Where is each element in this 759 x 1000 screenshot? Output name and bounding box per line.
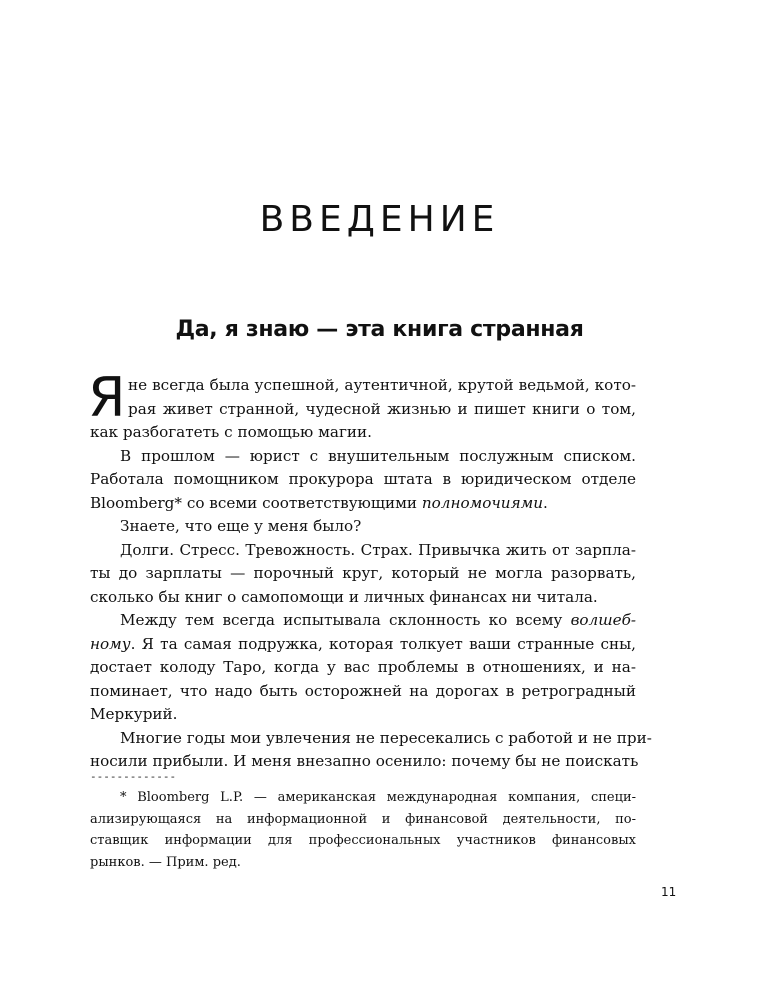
text-line: как разбогатеть с помощью магии.: [90, 423, 373, 441]
footnote-line: ализирующаяся на информационной и финансовой деятельности, по-: [90, 811, 636, 827]
footnote-line: ставщик информации для профессиональных участников финансовых: [90, 833, 636, 848]
text-line: сколько бы книг о самопомощи и личных финансах ни читала.: [90, 587, 598, 606]
text-line: ты до зарплаты — порочный круг, который не могла разорвать,: [90, 564, 636, 582]
text-line: Знаете, что еще у меня было?: [120, 517, 362, 535]
footnote: [90, 787, 636, 873]
text-line: Многие годы мои увлечения не пересекались с работой и не при-: [120, 728, 652, 747]
drop-cap: Я: [88, 366, 126, 429]
text-line: рая живет странной, чудесной жизнью и пишет книги о том,: [128, 399, 636, 418]
text-run: Bloomberg* со всеми соответствующими: [90, 493, 422, 512]
italic-text: полномочиями: [421, 493, 544, 512]
page-number: 11: [661, 885, 677, 899]
text-line: Меркурий.: [90, 705, 178, 723]
footnote-separator: -------------: [90, 770, 177, 783]
chapter-title: ВВЕДЕНИЕ: [259, 199, 500, 240]
text-line: [90, 633, 636, 657]
text-run: .: [543, 493, 548, 512]
paragraph-2: [90, 445, 636, 516]
footnote-line: * Bloomberg L.P. — американская международная компания, специ-: [120, 790, 636, 805]
text-line: поминает, что надо быть осторожней на дорогах в ретроградный: [90, 681, 636, 700]
text-line: носили прибыли. И меня внезапно осенило: почему бы не поискать: [90, 752, 639, 770]
text-line: Долги. Стресс. Тревожность. Страх. Привычка жить от зарпла-: [120, 540, 636, 559]
text-line: [90, 609, 636, 633]
italic-text: ному: [90, 634, 131, 653]
text-run: Между тем всегда испытывала склонность ко всему: [120, 611, 571, 629]
paragraph-1: [88, 366, 636, 445]
text-line: достает колоду Таро, когда у вас проблемы в отношениях, и на-: [90, 658, 636, 676]
text-line: В прошлом — юрист с внушительным послужным списком.: [120, 446, 636, 465]
text-line: Работала помощником прокурора штата в юридическом отделе: [90, 470, 636, 488]
footnote-line: рынков. — Прим. ред.: [90, 854, 241, 870]
section-title: Да, я знаю — эта книга странная: [175, 317, 584, 342]
text-run: . Я та самая подружка, которая толкует ваши странные сны,: [130, 634, 636, 653]
italic-text: волшеб-: [570, 611, 636, 629]
body-text: [88, 366, 652, 774]
paragraph-3: [90, 515, 636, 539]
paragraph-4: [90, 539, 636, 610]
paragraph-6: [90, 727, 652, 774]
text-line: [90, 492, 636, 516]
paragraph-5: [90, 609, 636, 727]
text-line: не всегда была успешной, аутентичной, крутой ведьмой, кото-: [128, 376, 636, 394]
